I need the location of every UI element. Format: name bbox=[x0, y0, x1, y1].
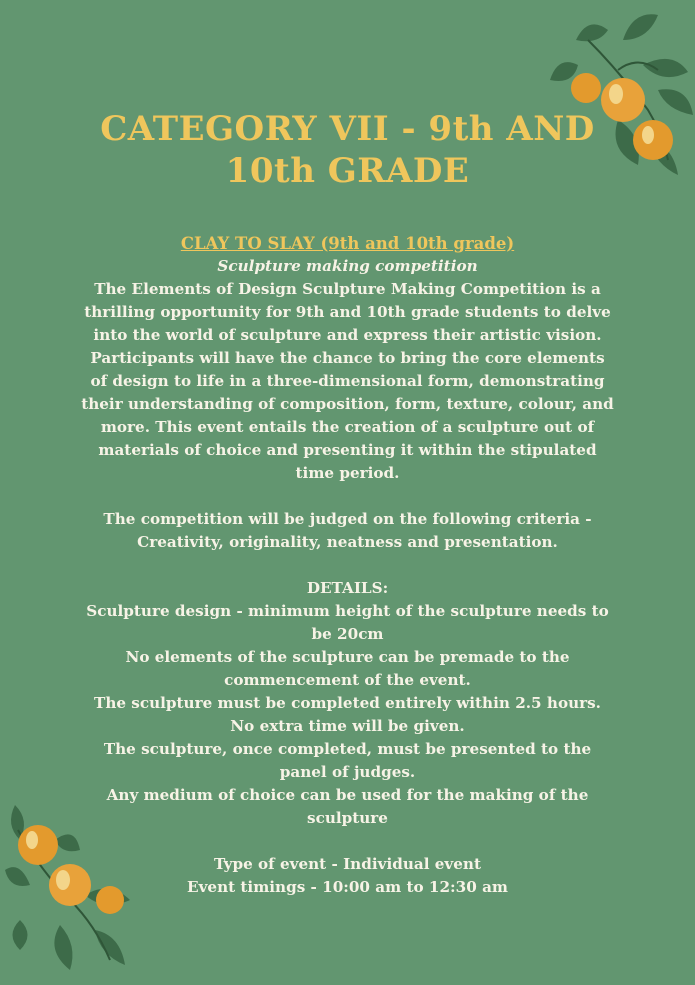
spacer bbox=[80, 554, 615, 577]
spacer bbox=[80, 830, 615, 853]
details-heading: DETAILS: bbox=[306, 579, 389, 597]
page-title: CATEGORY VII - 9th AND 10th GRADE bbox=[100, 109, 595, 191]
detail-item: Sculpture design - minimum height of the sculpture needs to be 20cm bbox=[86, 602, 609, 643]
spacer bbox=[80, 485, 615, 508]
detail-item: Any medium of choice can be used for the making of the sculpture bbox=[106, 786, 589, 827]
event-type: Type of event - Individual event bbox=[214, 855, 481, 873]
detail-item: No elements of the sculpture can be premade to the commencement of the event. bbox=[125, 648, 570, 689]
detail-item: The sculpture, once completed, must be presented to the panel of judges. bbox=[103, 740, 592, 781]
event-content bbox=[80, 232, 615, 899]
event-timings: Event timings - 10:00 am to 12:30 am bbox=[187, 878, 508, 896]
event-description: The Elements of Design Sculpture Making Competition is a thrilling opportunity for 9th and 10th grade students to delve into the world of sculpture and express their artistic vision. Participants will have the chance to bring the core elements of design to life in a three-dimensional form, demonstrating their understanding of composition, form, texture, colour, and more. This event entails the creation of a sculpture out of materials of choice and presenting it within the stipulated time period. bbox=[81, 280, 614, 482]
judging-criteria: The competition will be judged on the following criteria - Creativity, originality, neatness and presentation. bbox=[103, 510, 592, 551]
event-heading: CLAY TO SLAY (9th and 10th grade) bbox=[180, 234, 515, 253]
event-subheading: Sculpture making competition bbox=[217, 257, 478, 275]
detail-item: The sculpture must be completed entirely within 2.5 hours. No extra time will be given. bbox=[94, 694, 601, 735]
